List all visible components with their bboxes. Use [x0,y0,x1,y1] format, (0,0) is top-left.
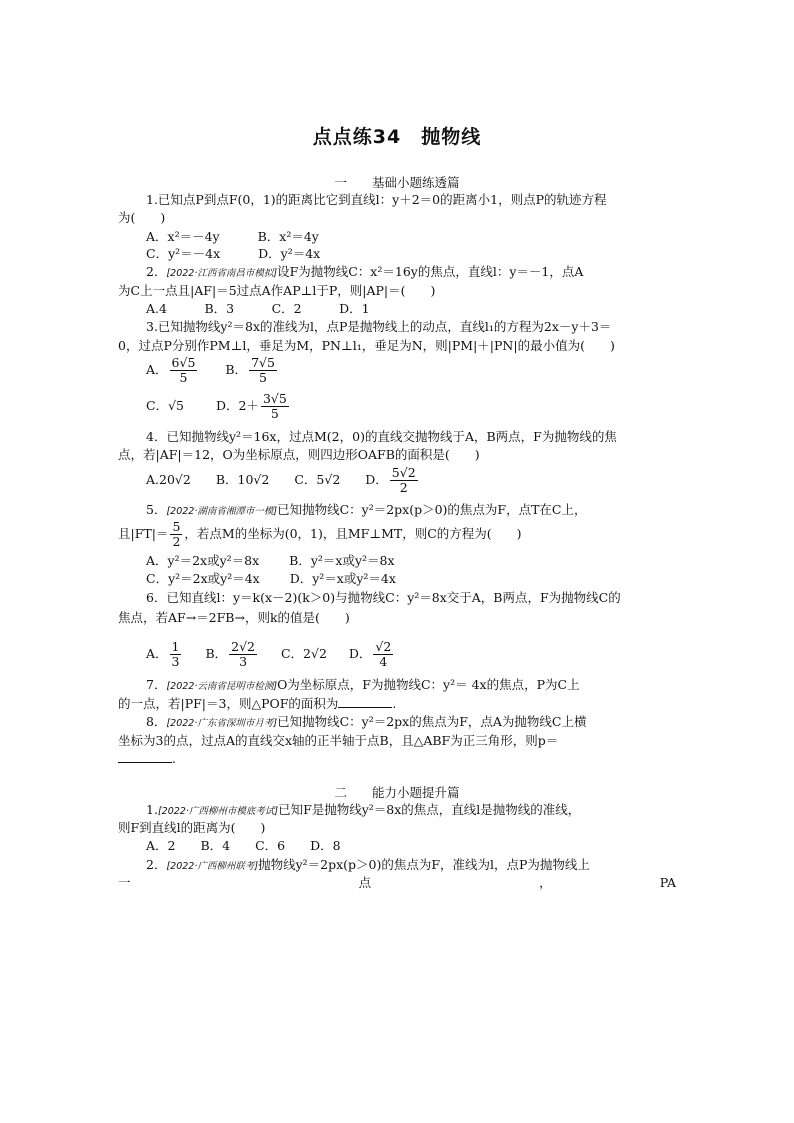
q5-options-row1 [146,553,704,569]
q6-stem-line1: 6．已知直线l：y＝k(x－2)(k＞0)与抛物线C：y²＝8x交于A，B两点，F为抛物线C的 [146,590,621,605]
q1-option-b: B．x²＝4y [257,229,319,244]
p2-stem-line1: 2．[2022·广西柳州联考]抛物线y²＝2px(p＞0)的焦点为F，准线为l，点P为抛物线上 [146,857,590,872]
q6-options [146,640,704,669]
q2-stem-line2: 为C上一点且|AF|＝5过点A作AP⊥l于P，则|AP|＝( ) [118,283,436,298]
q5-stem-line2: 且|FT|＝ $\frac{5}{2}$ ，若点M的坐标为(0，1)，且MF⊥MT，则C的方程为( ) [118,519,522,549]
q8-source-tag: [2022·广东省深圳市月考] [166,718,278,729]
q4-option-d-fraction: $\frac{5√2}{2}$ [391,465,416,495]
p2-source-tag: [2022·广西柳州联考] [166,861,259,872]
q8-stem-line3: . [118,751,676,767]
q4-stem-line2: 点，若|AF|＝12，O为坐标原点，则四边形OAFB的面积是( ) [118,447,480,462]
p1-options: A．2 B．4 C．6 D．8 [146,838,341,853]
q5-stem-line1: 5．[2022·湖南省湘潭市一模]已知抛物线C：y²＝2px(p＞0)的焦点为F，点T在C上， [146,502,587,517]
p1-source-tag: [2022·广西柳州市模底考试] [157,806,279,817]
q8-stem-line2: 坐标为3的点，过点A的直线交x轴的正半轴于点B，且△ABF为正三角形，则p＝ [118,733,559,748]
p1-stem-line2: 则F到直线l的距离为( ) [118,820,266,835]
q3-option-d-fraction: $\frac{3√5}{5}$ [262,391,287,421]
page-title: 点点练34 抛物线 [312,126,482,148]
q6-option-a: A． [146,646,168,661]
q8-stem-line1: 8．[2022·广东省深圳市月考]已知抛物线C：y²＝2px的焦点为F，点A为抛物线C上横 [146,714,587,729]
q3-option-a: A． [146,362,168,377]
q8-answer-blank[interactable] [118,752,172,763]
q1-option-c: C．y²＝－4x [146,246,221,261]
q5-option-d: D．y²＝x或y²＝4x [289,571,396,586]
q5-option-a: A．y²＝2x或y²＝8x [146,553,260,568]
q3-options-row2 [146,392,704,421]
section-heading-basic: 一 基础小题练透篇 [334,175,460,190]
section-heading-advanced: 二 能力小题提升篇 [334,785,460,800]
q2-options: A.4 B．3 C．2 D．1 [146,301,370,316]
q5-fraction: $\frac{5}{2}$ [172,519,181,549]
p2-stem-line2: 一 点 ， PA [118,875,676,890]
q3-stem-line1: 3.已知抛物线y²＝8x的准线为l，点P是抛物线上的动点，直线l₁的方程为2x－y＋3＝ [146,319,612,334]
q6-option-d-fraction: $\frac{√2}{4}$ [375,639,392,669]
q5-option-c: C．y²＝2x或y²＝4x [146,571,260,586]
q7-source-tag: [2022·云南省昆明市检测] [166,681,278,692]
q3-option-a-fraction: $\frac{6√5}{5}$ [171,355,196,385]
q1-option-d: D．y²＝4x [258,246,321,261]
p1-stem-line1: 1.[2022·广西柳州市模底考试]已知F是抛物线y²＝8x的焦点，直线l是抛物线的准线， [146,802,581,817]
q6-stem-line2: 焦点，若AF→＝2FB→，则k的值是( ) [118,610,350,625]
q1-stem-line2: 为( ) [118,210,166,225]
q4-stem-line1: 4．已知抛物线y²＝16x，过点M(2，0)的直线交抛物线于A，B两点，F为抛物线的焦 [146,429,617,444]
q6-option-c: C．2√2 [280,646,327,661]
q3-options-row1 [146,356,704,385]
q3-stem-line2: 0，过点P分别作PM⊥l，垂足为M，PN⊥l₁，垂足为N，则|PM|＋|PN|的最小值为( ) [118,338,615,353]
q2-source-tag: [2022·江西省南昌市模拟] [166,268,278,279]
q4-options: A.20√2 B．10√2 C．5√2 D． $\frac{5√2}{2}$ [146,465,416,495]
q6-option-a-fraction: $\frac{1}{3}$ [171,639,180,669]
q6-option-d: D． [348,646,372,661]
q6-option-b: B． [205,646,228,661]
q3-option-b-fraction: $\frac{7√5}{5}$ [251,355,275,385]
q5-option-b: B．y²＝x或y²＝8x [289,553,395,568]
q7-answer-blank[interactable] [338,697,392,708]
q6-option-b-fraction: $\frac{2√2}{3}$ [231,639,256,669]
q5-source-tag: [2022·湖南省湘潭市一模] [166,506,278,517]
q3-option-d: D．2＋ [215,398,259,413]
q2-stem-line1: 2．[2022·江西省南昌市模拟]设F为抛物线C：x²＝16y的焦点，直线l：y＝－1，点A [146,264,584,279]
q1-stem-line1: 1.已知点P到点F(0，1)的距离比它到直线l：y＋2＝0的距离小1，则点P的轨迹方程 [146,192,607,207]
q3-option-c: C．√5 [146,398,184,413]
q5-options-row2 [146,571,704,587]
q3-option-b: B． [225,362,248,377]
q1-options-row1 [146,229,704,245]
q1-option-a: A．x²＝－4y [146,229,220,244]
q7-stem-line1: 7．[2022·云南省昆明市检测]O为坐标原点，F为抛物线C：y²＝ 4x的焦点，P为C上 [146,677,580,692]
q1-options-row2 [146,246,704,262]
q7-stem-line2: 的一点，若|PF|＝3，则△POF的面积为 . [118,696,397,711]
